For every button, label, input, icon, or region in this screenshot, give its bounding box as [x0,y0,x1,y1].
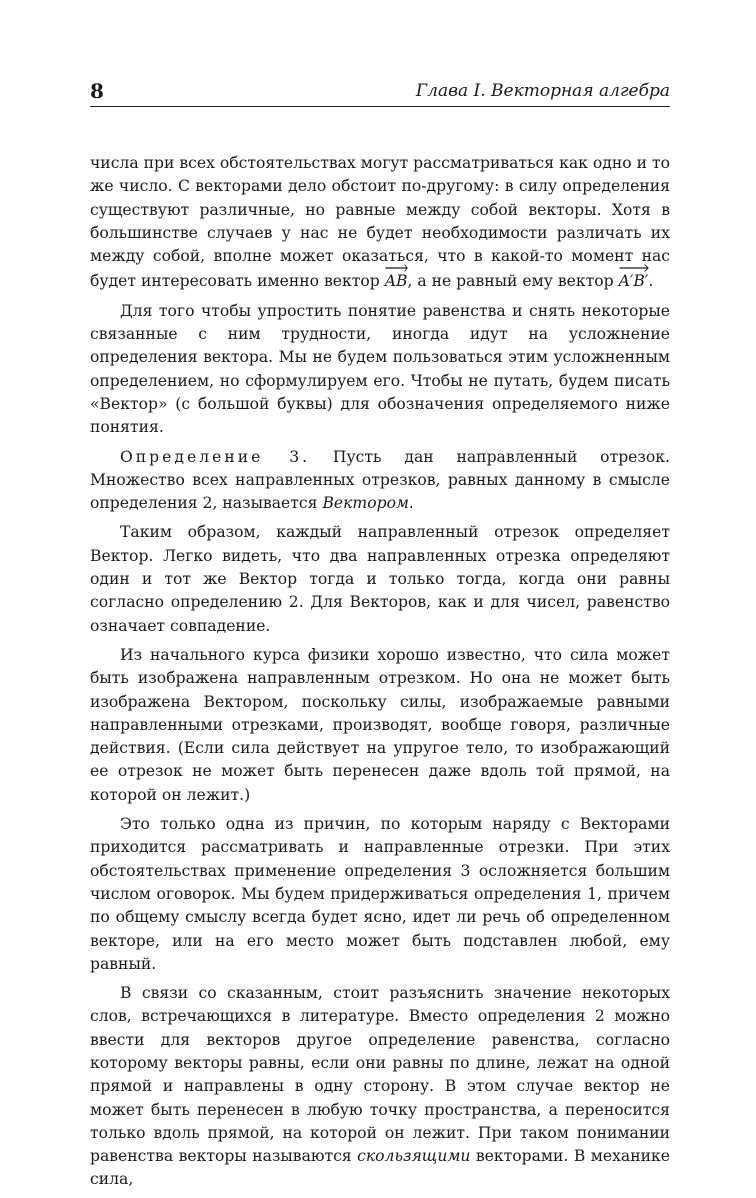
paragraph-7-text-2: векторами. В механике сила, [90,1147,670,1189]
paragraph-1 [90,152,670,294]
page-header [90,78,670,107]
vector-ab-label: AB [384,272,408,291]
paragraph-1-text: числа при всех обстоятельствах могут рассматриваться как одно и то же число. С векторами дело обстоит по-другому: в силу определения существуют различные, но равные между собой векторы. Хотя в большинстве случаев у нас не будет необходимости различать их между собой, вполне может оказаться, что в какой-то момент нас будет интересовать именно вектор [90,154,670,291]
paragraph-5: Из начального курса физики хорошо известно, что сила может быть изображена направленным отрезком. Но она не может быть изображена Вектором, поскольку силы, изображаемые равными направленными отрезками, производят, вообще говоря, различные действия. (Если сила действует на упругое тело, то изображающий ее отрезок не может быть перенесен даже вдоль той прямой, на которой он лежит.) [90,645,670,804]
vector-arrow-icon [385,264,408,272]
running-title: Глава I. Векторная алгебра [415,81,670,101]
vector-a-prime-b-prime [619,268,649,293]
paragraph-1-text-3: . [648,272,654,291]
paragraph-2: Для того чтобы упростить понятие равенства и снять некоторые связанные с ним трудности, иногда идут на усложнение определения вектора. Мы не будем пользоваться этим усложненным определением, но сформулируем его. Чтобы не путать, будем писать «Вектор» (с большой буквы) для обозначения определяемого ниже понятия. [90,301,670,437]
sliding-vectors-term: скользящими [357,1147,471,1166]
definition-label: Определение 3. [120,447,311,466]
page-number: 8 [90,79,104,103]
paragraph-6: Это только одна из причин, по которым наряду с Векторами приходится рассматривать и направленные отрезки. При этих обстоятельствах применение определения 3 осложняется большим числом оговорок. Мы будем придерживаться определения 1, причем по общему смыслу всегда будет ясно, идет ли речь об определенном векторе, или на его место может быть подставлен любой, ему равный. [90,815,670,973]
definition-end: . [408,494,414,513]
paragraph-7-text: В связи со сказанным, стоит разъяснить значение некоторых слов, встречающихся в литературе. Вместо определения 2 можно ввести для векторов другое определение равенства, согласно которому векторы равны, если они равны по длине, лежат на одной прямой и направлены в одну сторону. В этом случае вектор не может быть перенесен в любую точку пространства, а переносится только вдоль прямой, на которой он лежит. При таком понимании равенства векторы называются [90,984,670,1166]
paragraph-7 [90,982,670,1192]
definition-term: Вектором [322,494,409,513]
vector-arrow-icon [619,264,649,272]
paragraph-1-text-2: , а не равный ему вектор [407,272,619,291]
definition-text: Пусть дан направленный отрезок. Множество всех направленных отрезков, равных данному в смысле определения 2, называется [90,447,670,513]
paragraph-4: Таким образом, каждый направленный отрезок определяет Вектор. Легко видеть, что два направленных отрезка определяют один и тот же Вектор тогда и только тогда, когда они равны согласно определению 2. Для Векторов, как и для чисел, равенство означает совпадение. [90,523,670,635]
vector-a-prime-b-prime-label: A′B′ [618,272,649,291]
body-text [90,152,670,1198]
paragraph-3-definition [90,446,670,516]
vector-ab [385,268,408,293]
